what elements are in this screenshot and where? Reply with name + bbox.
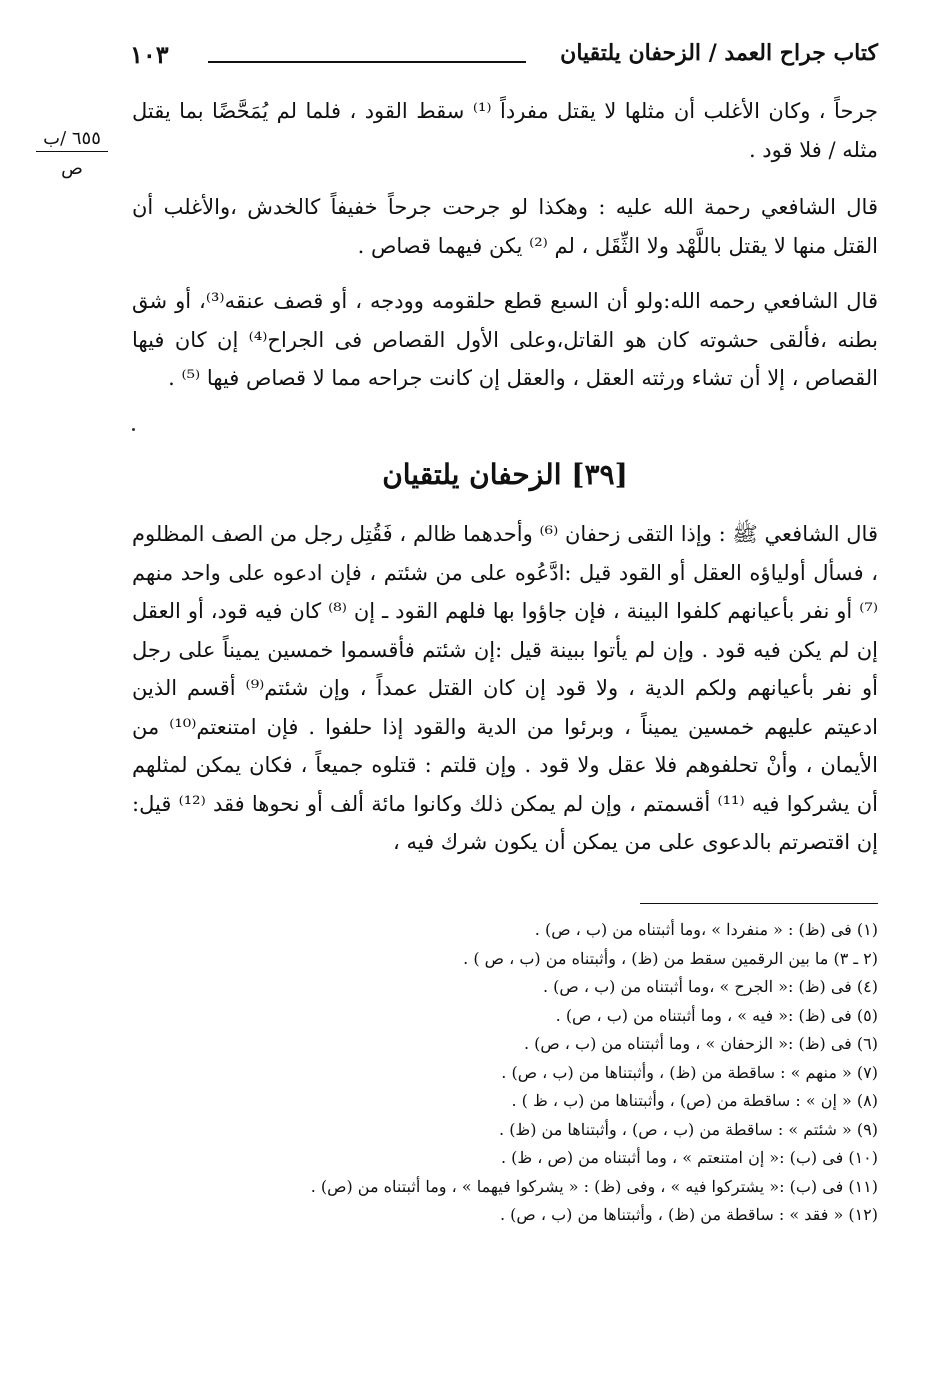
footnote: (٧) « منهم » : ساقطة من (ظ) ، وأثبتناها من (ب ، ص) .: [501, 1062, 878, 1082]
footnote: (٤) فى (ظ) :« الجرح » ،وما أثبتناه من (ب ، ص) .: [542, 977, 878, 996]
paragraph-text: قال الشافعي رحمة الله عليه : وهكذا لو جرحت جرحاً خفيفاً كالخدش ،والأغلب أن القتل منها لا يقتل باللَّهْد ولا الثِّقَل ، لم ⁽²⁾ يكن فيهما قصاص .: [132, 195, 878, 258]
footnote: (٩) « شئتم » : ساقطة من (ب ، ص) ، وأثبتناها من (ظ) .: [499, 1119, 878, 1139]
stray-mark: [132, 428, 135, 431]
footnotes: [200, 916, 878, 1230]
footnote: (١٢) « فقد » : ساقطة من (ظ) ، وأثبتناها من (ب ، ص) .: [499, 1205, 878, 1224]
footnote: (١٠) فى (ب) :« إن امتنعتم » ، وما أثبتناه من (ص ، ظ) .: [500, 1148, 878, 1167]
header-title: كتاب جراح العمد / الزحفان يلتقيان: [560, 40, 878, 66]
paragraph-text: قال الشافعي رحمه الله:ولو أن السبع قطع حلقومه وودجه ، أو قصف عنقه⁽³⁾، أو شق بطنه ،فألقى حشوته كان هو القاتل،وعلى الأول القصاص فى الجراح⁽⁴⁾ إن كان فيها القصاص ، إلا أن تشاء ورثته العقل ، والعقل إن كانت جراحه مما لا قصاص فيها ⁽⁵⁾ .: [132, 289, 878, 390]
footnote: (٥) فى (ظ) :« فيه » ، وما أثبتناه من (ب ، ص) .: [555, 1005, 878, 1025]
footnote: (١) فى (ظ) : « منفردا » ،وما أثبتناه من (ب ، ص) .: [534, 920, 878, 939]
page-number: ١٠٣: [130, 40, 169, 69]
margin-folio-note: [36, 128, 108, 179]
paragraph-2: [132, 188, 878, 265]
footnote: (١١) فى (ب) :« يشتركوا فيه » ، وفى (ظ) : « يشركوا فيهما » ، وما أثبتناه من (ص) .: [310, 1176, 878, 1196]
paragraph-1: [132, 92, 878, 169]
paragraph-text: قال الشافعي ﷺ : وإذا التقى زحفان ⁽⁶⁾ وأحدهما ظالم ، فَقُتِل رجل من الصف المظلوم ، فسأل أولياؤه العقل أو القود قيل :ادَّعُوه على من شئتم ، فإن ادعوه على واحد منهم ⁽⁷⁾ أو نفر بأعيانهم كلفوا البينة ، فإن جاؤوا بها فلهم القود ـ إن ⁽⁸⁾ كان فيه قود، أو العقل إن لم يكن فيه قود . وإن لم يأتوا ببينة قيل :إن شئتم فأقسموا خمسين يميناً على رجل أو نفر بأعيانهم ولكم الدية ، ولا قود إن كان القتل عمداً ، وإن شئتم⁽⁹⁾ أقسم الذين ادعيتم عليهم خمسين يميناً ، وبرئوا من الدية والقود إذا حلفوا . فإن امتنعتم⁽¹⁰⁾ من الأيمان ، وأنْ تحلفوهم فلا عقل ولا قود . وإن قلتم : قتلوه جميعاً ، فكان يمكن لمثلهم أن يشركوا فيه ⁽¹¹⁾ أقسمتم ، وإن لم يمكن ذلك وكانوا مائة ألف أو نحوها فقد ⁽¹²⁾ قيل: إن اقتصرتم بالدعوى على من يمكن أن يكون شرك فيه ،: [132, 522, 879, 854]
footnote: (٦) فى (ظ) :« الزحفان » ، وما أثبتناه من (ب ، ص) .: [523, 1034, 878, 1053]
running-header: [130, 40, 878, 80]
footnote-separator: [640, 903, 878, 904]
paragraph-3: [132, 282, 878, 398]
paragraph-text: جرحاً ، وكان الأغلب أن مثلها لا يقتل مفرداً ⁽¹⁾ سقط القود ، فلما لم يُمَحَّضًا بما يقتل مثله / فلا قود .: [132, 99, 878, 162]
section-heading: [٣٩] الزحفان يلتقيان: [382, 458, 628, 491]
footnote: (٨) « إن » : ساقطة من (ص) ، وأثبتناها من (ب ، ظ ) .: [511, 1091, 878, 1110]
header-rule: [208, 61, 526, 63]
folio-reference: ٦٥٥ /ب: [36, 128, 108, 152]
manuscript-siglum: ص: [61, 158, 83, 179]
footnote: (٢ ـ ٣) ما بين الرقمين سقط من (ظ) ، وأثبتناه من (ب ، ص ) .: [463, 948, 878, 968]
section-paragraph: [132, 515, 878, 862]
